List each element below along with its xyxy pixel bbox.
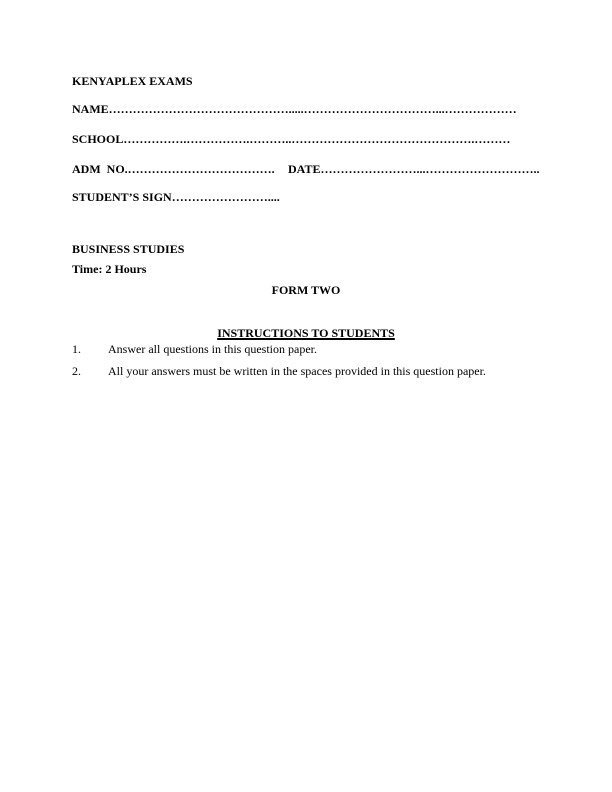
subject-title: BUSINESS STUDIES <box>72 242 185 256</box>
name-field-line: NAME……………………………………….....……………………………...……………… <box>72 102 517 116</box>
instruction-item-1 <box>72 342 552 356</box>
form-level-title: FORM TWO <box>271 283 341 297</box>
instructions-heading-text: INSTRUCTIONS TO STUDENTS <box>217 326 395 340</box>
instruction-text: Answer all questions in this question paper. <box>108 342 317 356</box>
adm-date-row <box>72 162 540 176</box>
instruction-item-2 <box>72 364 552 378</box>
instruction-number: 2. <box>72 364 81 378</box>
instruction-number: 1. <box>72 342 81 356</box>
adm-no-field-line: ADM NO.………………………………. <box>72 162 275 176</box>
exam-provider-title: KENYAPLEX EXAMS <box>72 74 193 88</box>
instruction-text: All your answers must be written in the spaces provided in this question paper. <box>108 364 486 378</box>
student-sign-field-line: STUDENT’S SIGN…………………….... <box>72 190 280 204</box>
instructions-heading <box>72 326 540 340</box>
date-field-line: DATE……………………...……………………….. <box>288 162 540 176</box>
time-allowed: Time: 2 Hours <box>72 262 147 276</box>
school-field-line: SCHOOL…………….…………….………..……………………………………….……… <box>72 132 511 146</box>
